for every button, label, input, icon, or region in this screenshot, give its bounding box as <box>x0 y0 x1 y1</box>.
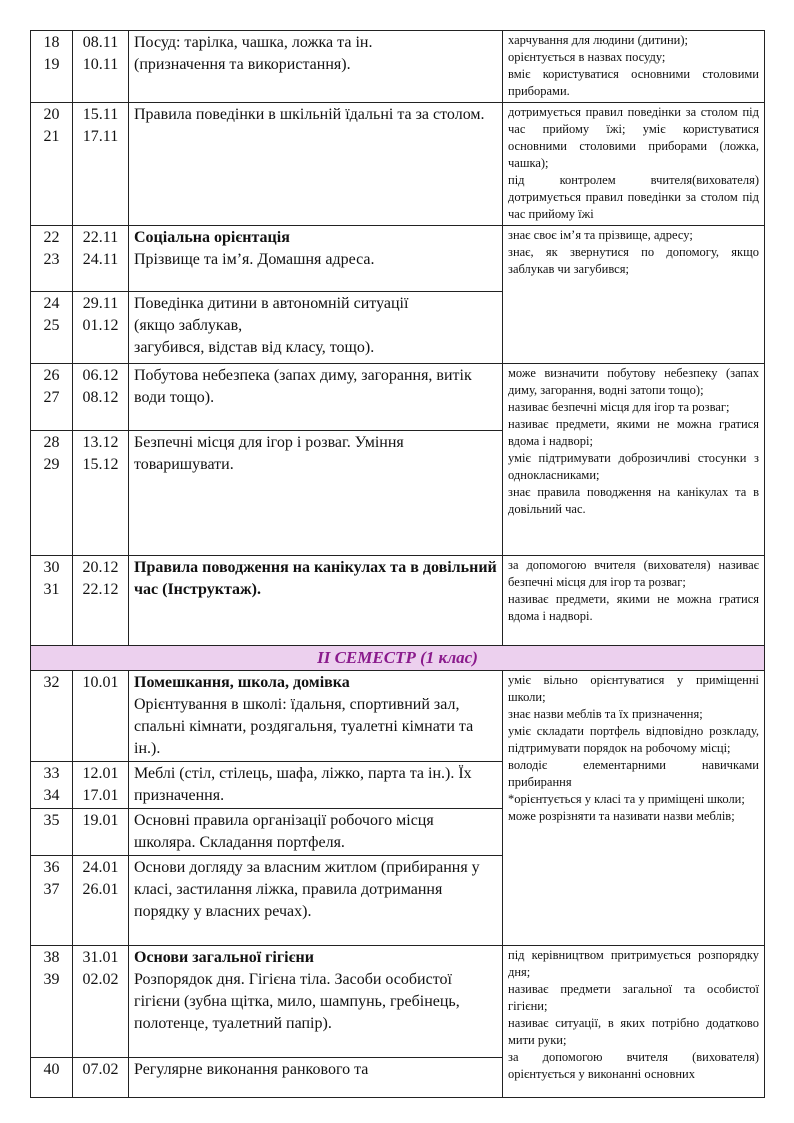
semester-row <box>31 646 765 671</box>
lesson-topic-cell: Безпечні місця для ігор і розваг. Уміння товаришувати. <box>129 431 503 556</box>
lesson-date-cell: 22.11 24.11 <box>73 226 129 292</box>
lesson-topic-cell: Регулярне виконання ранкового та <box>129 1058 503 1098</box>
lesson-date-cell: 12.01 17.01 <box>73 762 129 809</box>
lesson-topic-cell: Основи загальної гігієни Розпорядок дня. Гігієна тіла. Засоби особистої гігієни (зубна щітка, мило, шампунь, гребінець, полотенце, туалетний папір). <box>129 946 503 1058</box>
table-row <box>31 103 765 226</box>
lesson-number-cell: 26 27 <box>31 364 73 431</box>
lesson-date-cell: 10.01 <box>73 671 129 762</box>
expected-results-cell: уміє вільно орієнтуватися у приміщенні школи; знає назви меблів та їх призначення; уміє складати портфель відповідно розкладу, підтримувати порядок на робочому місці; володіє елементарними навичками прибирання *орієнтується у класі та у приміщені школи; може розрізняти та називати назви меблів; <box>503 671 765 946</box>
expected-results-cell: може визначити побутову небезпеку (запах диму, загорання, водні затопи тощо); називає безпечні місця для ігор та розваг; називає предмети, якими не можна гратися вдома і надворі; уміє підтримувати доброзичливі стосунки з однокласниками; знає правила поводження на канікулах та в довільний час. <box>503 364 765 556</box>
lesson-number-cell: 38 39 <box>31 946 73 1058</box>
lesson-number-cell: 18 19 <box>31 31 73 103</box>
lesson-number-cell: 30 31 <box>31 556 73 646</box>
section-heading: Основи загальної гігієни <box>134 949 314 966</box>
lesson-date-cell: 19.01 <box>73 809 129 856</box>
lesson-number-cell: 33 34 <box>31 762 73 809</box>
expected-results-cell: харчування для людини (дитини); орієнтується в назвах посуду; вміє користуватися основними столовими приборами. <box>503 31 765 103</box>
lesson-number-cell: 24 25 <box>31 292 73 364</box>
lesson-date-cell: 20.12 22.12 <box>73 556 129 646</box>
section-heading: Соціальна орієнтація <box>134 229 290 246</box>
lesson-topic-cell: Основи догляду за власним житлом (прибирання у класі, застилання ліжка, правила дотримання порядку у власних речах). <box>129 856 503 946</box>
lesson-topic-cell: Меблі (стіл, стілець, шафа, ліжко, парта та ін.). Їх призначення. <box>129 762 503 809</box>
lesson-topic-cell: Соціальна орієнтація Прізвище та ім’я. Домашня адреса. <box>129 226 503 292</box>
lesson-topic-cell: Помешкання, школа, домівка Орієнтування в школі: їдальня, спортивний зал, спальні кімнати, роздягальня, туалетні кімнати та ін.). <box>129 671 503 762</box>
semester-title: ІІ СЕМЕСТР (1 клас) <box>31 646 765 671</box>
lesson-topic-cell: Правила поведінки в шкільній їдальні та за столом. <box>129 103 503 226</box>
table-row <box>31 946 765 1058</box>
expected-results-cell: за допомогою вчителя (вихователя) називає безпечні місця для ігор та розваг; називає предмети, якими не можна гратися вдома і надворі. <box>503 556 765 646</box>
table-row <box>31 226 765 292</box>
expected-results-cell: знає своє ім’я та прізвище, адресу; знає, як звернутися по допомогу, якщо заблукав чи загубився; <box>503 226 765 364</box>
lesson-date-cell: 31.01 02.02 <box>73 946 129 1058</box>
lesson-date-cell: 13.12 15.12 <box>73 431 129 556</box>
expected-results-cell: дотримується правил поведінки за столом під час прийому їжі; уміє користуватися основними столовими приборами (ложка, чашка); під контролем вчителя(вихователя) дотримується правил поведінки за столом під час прийому їжі <box>503 103 765 226</box>
lesson-number-cell: 28 29 <box>31 431 73 556</box>
section-heading: Правила поводження на канікулах та в довільний час (Інструктаж). <box>134 559 497 598</box>
table-row <box>31 31 765 103</box>
lesson-topic-cell: Посуд: тарілка, чашка, ложка та ін. (призначення та використання). <box>129 31 503 103</box>
section-heading: Помешкання, школа, домівка <box>134 674 350 691</box>
lesson-date-cell: 15.11 17.11 <box>73 103 129 226</box>
expected-results-cell: під керівництвом притримується розпорядку дня; називає предмети загальної та особистої гігієни; називає ситуації, в яких потрібно додатково мити руки; за допомогою вчителя (вихователя) орієнтується у виконанні основних <box>503 946 765 1098</box>
table-row <box>31 364 765 431</box>
lesson-topic-cell <box>129 556 503 646</box>
table-row <box>31 556 765 646</box>
lesson-number-cell: 22 23 <box>31 226 73 292</box>
lesson-number-cell: 20 21 <box>31 103 73 226</box>
lesson-date-cell: 07.02 <box>73 1058 129 1098</box>
lesson-date-cell: 29.11 01.12 <box>73 292 129 364</box>
table-row <box>31 671 765 762</box>
lesson-topic-cell: Поведінка дитини в автономній ситуації (якщо заблукав, загубився, відстав від класу, тощо). <box>129 292 503 364</box>
lesson-topic-cell: Основні правила організації робочого місця школяра. Складання портфеля. <box>129 809 503 856</box>
lesson-date-cell: 06.12 08.12 <box>73 364 129 431</box>
lesson-topic-cell: Побутова небезпека (запах диму, загорання, витік води тощо). <box>129 364 503 431</box>
lesson-number-cell: 36 37 <box>31 856 73 946</box>
lesson-plan-table <box>30 30 765 1098</box>
lesson-date-cell: 24.01 26.01 <box>73 856 129 946</box>
lesson-number-cell: 32 <box>31 671 73 762</box>
lesson-number-cell: 35 <box>31 809 73 856</box>
lesson-date-cell: 08.11 10.11 <box>73 31 129 103</box>
lesson-number-cell: 40 <box>31 1058 73 1098</box>
